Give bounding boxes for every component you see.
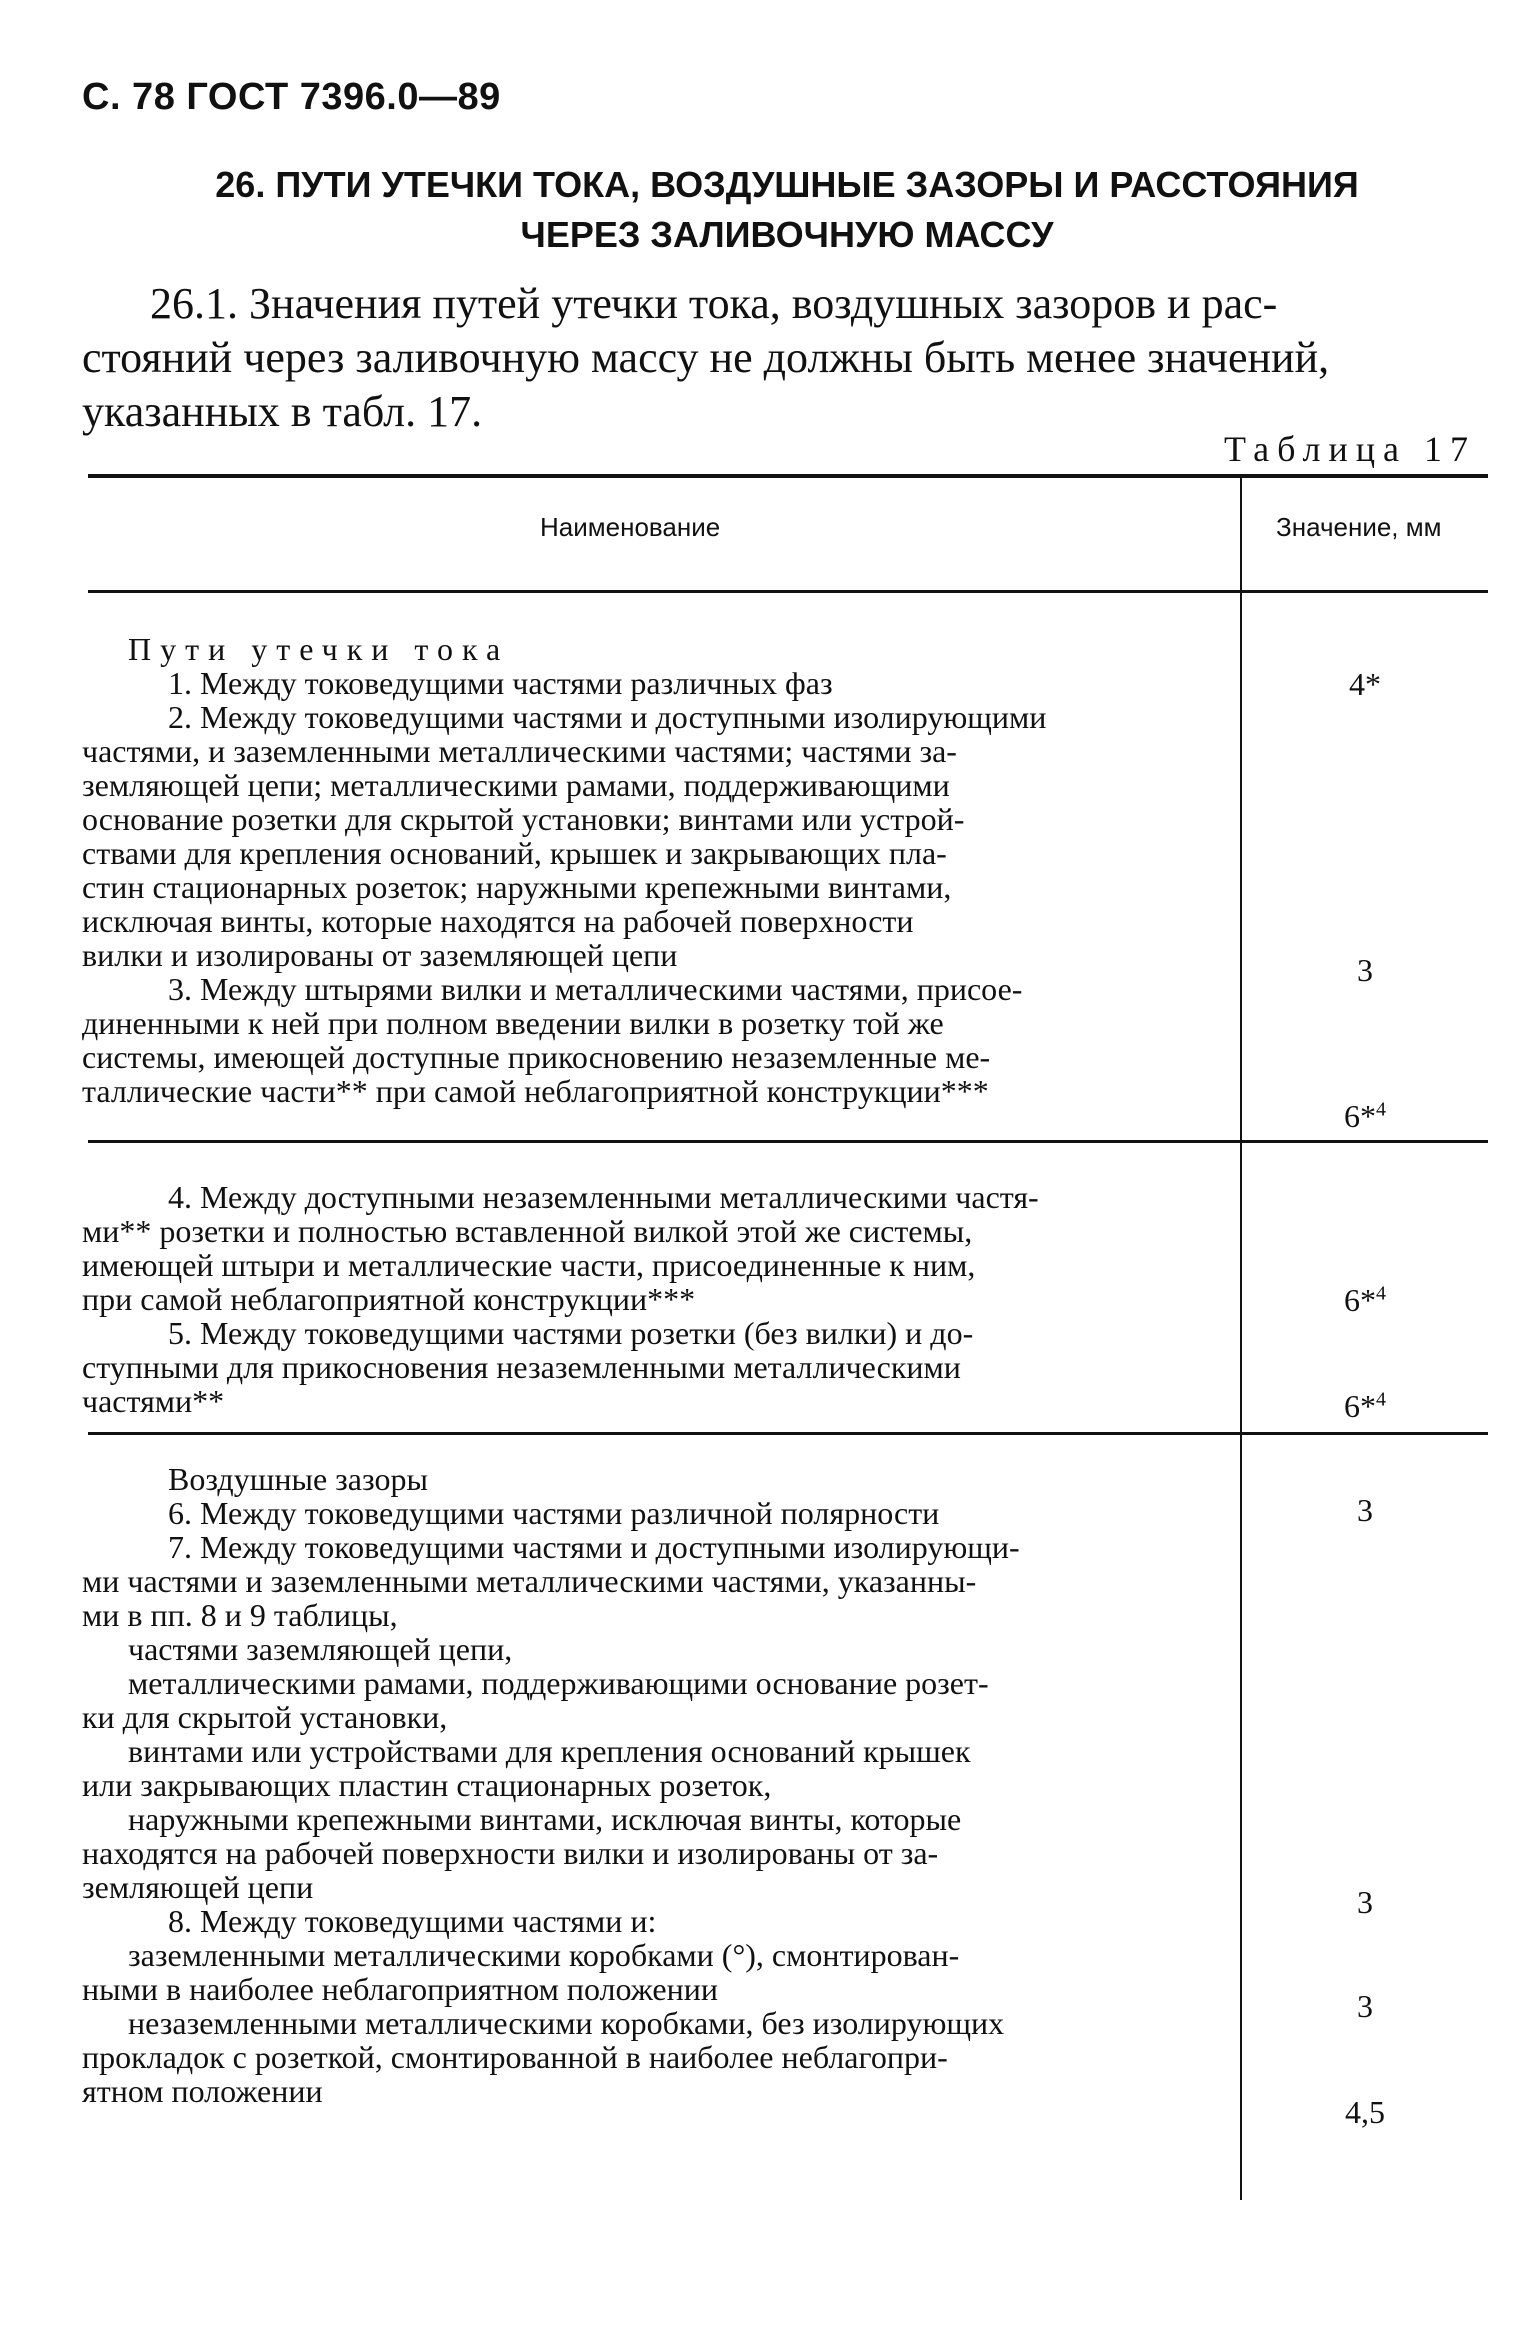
row-2-line: стин стационарных розеток; наружными крепежными винтами, (82, 869, 952, 905)
row-3-value: 6*$^4$ (1344, 1098, 1386, 1134)
row-8a-value: 3 (1357, 1988, 1373, 2024)
row-2-line: исключая винты, которые находятся на рабочей поверхности (82, 903, 914, 939)
paragraph-line-1: 26.1. Значения путей утечки тока, воздушных зазоров и рас- (150, 279, 1278, 328)
row-8b-line: ятном положении (82, 2073, 323, 2109)
table-header-rule (88, 590, 1488, 593)
paragraph-line-3: указанных в табл. 17. (82, 387, 483, 436)
row-8b-line: незаземленными металлическими коробками, без изолирующих (128, 2005, 1005, 2041)
row-7-line: ми частями и заземленными металлическими частями, указанны- (82, 1563, 977, 1599)
column-divider (1240, 478, 1242, 2200)
section-title (90, 160, 1484, 260)
row-7-line: винтами или устройствами для крепления оснований крышек (128, 1733, 971, 1769)
section-title-line-2: ЧЕРЕЗ ЗАЛИВОЧНУЮ МАССУ (520, 214, 1054, 255)
row-4-value: 6*$^4$ (1344, 1282, 1386, 1318)
row-2-line: ствами для крепления оснований, крышек и закрывающих пла- (82, 835, 947, 871)
table-section-2 (82, 1462, 1212, 2108)
row-4-line: имеющей штыри и металлические части, присоединенные к ним, (82, 1247, 976, 1283)
table-top-rule (88, 474, 1488, 478)
row-2-line: частями, и заземленными металлическими частями; частями за- (82, 733, 957, 769)
row-7-line: земляющей цепи (82, 1869, 314, 1905)
row-4-line: ми** розетки и полностью вставленной вилкой этой же системы, (82, 1213, 973, 1249)
row-3-line: системы, имеющей доступные прикосновению незаземленные ме- (82, 1039, 991, 1075)
row-5-line: 5. Между токоведущими частями розетки (без вилки) и до- (168, 1315, 974, 1351)
row-6-text: 6. Между токоведущими частями различной полярности (168, 1495, 940, 1531)
row-6-value: 3 (1357, 1492, 1373, 1528)
row-8a-line: заземленными металлическими коробками (°), смонтирован- (128, 1937, 960, 1973)
row-7-line: металлическими рамами, поддерживающими основание розет- (128, 1665, 989, 1701)
section-heading-leakage: Пути утечки тока (128, 631, 510, 667)
row-1-value: 4* (1349, 666, 1381, 702)
row-8a-line: ными в наиболее неблагоприятном положении (82, 1971, 718, 2007)
row-5-line: частями** (82, 1383, 225, 1419)
row-2-line: вилки и изолированы от заземляющей цепи (82, 937, 678, 973)
row-divider-1 (88, 1140, 1488, 1143)
row-3-line: 3. Между штырями вилки и металлическими частями, присое- (168, 971, 1023, 1007)
table-section-1-cont (82, 1180, 1212, 1418)
row-7-line: ми в пп. 8 и 9 таблицы, (82, 1597, 398, 1633)
paragraph-26-1 (82, 277, 1482, 439)
row-4-line: при самой неблагоприятной конструкции*** (82, 1281, 696, 1317)
row-divider-2 (88, 1432, 1488, 1435)
row-5-value: 6*$^4$ (1344, 1388, 1386, 1424)
row-7-line: 7. Между токоведущими частями и доступными изолирующи- (168, 1529, 1020, 1565)
row-2-line: земляющей цепи; металлическими рамами, поддерживающими (82, 767, 950, 803)
row-7-value: 3 (1357, 1884, 1373, 1920)
row-8b-value: 4,5 (1345, 2094, 1385, 2130)
page-header: С. 78 ГОСТ 7396.0—89 (82, 76, 501, 118)
column-header-name: Наименование (540, 512, 721, 542)
row-8-intro: 8. Между токоведущими частями и: (168, 1903, 657, 1939)
row-2-value: 3 (1357, 952, 1373, 988)
row-2-line: 2. Между токоведущими частями и доступными изолирующими (168, 699, 1047, 735)
paragraph-line-2: стояний через заливочную массу не должны быть менее значений, (82, 333, 1330, 382)
row-3-line: таллические части** при самой неблагоприятной конструкции*** (82, 1073, 989, 1109)
row-1-text: 1. Между токоведущими частями различных фаз (168, 665, 833, 701)
row-8b-line: прокладок с розеткой, смонтированной в наиболее неблагопри- (82, 2039, 948, 2075)
row-7-line: находятся на рабочей поверхности вилки и изолированы от за- (82, 1835, 939, 1871)
section-heading-air-gaps: Воздушные зазоры (168, 1461, 428, 1497)
table-label: Таблица 17 (1224, 429, 1476, 469)
row-7-line: наружными крепежными винтами, исключая винты, которые (128, 1801, 962, 1837)
section-title-line-1: 26. ПУТИ УТЕЧКИ ТОКА, ВОЗДУШНЫЕ ЗАЗОРЫ И РАССТОЯНИЯ (215, 164, 1359, 205)
table-section-1 (82, 632, 1212, 1108)
row-7-line: или закрывающих пластин стационарных розеток, (82, 1767, 772, 1803)
row-7-line: ки для скрытой установки, (82, 1699, 448, 1735)
column-header-value: Значение, мм (1276, 512, 1442, 542)
row-5-line: ступными для прикосновения незаземленными металлическими (82, 1349, 961, 1385)
row-4-line: 4. Между доступными незаземленными металлическими частя- (168, 1179, 1039, 1215)
row-2-line: основание розетки для скрытой установки; винтами или устрой- (82, 801, 965, 837)
row-7-line: частями заземляющей цепи, (128, 1631, 513, 1667)
row-3-line: диненными к ней при полном введении вилки в розетку той же (82, 1005, 944, 1041)
